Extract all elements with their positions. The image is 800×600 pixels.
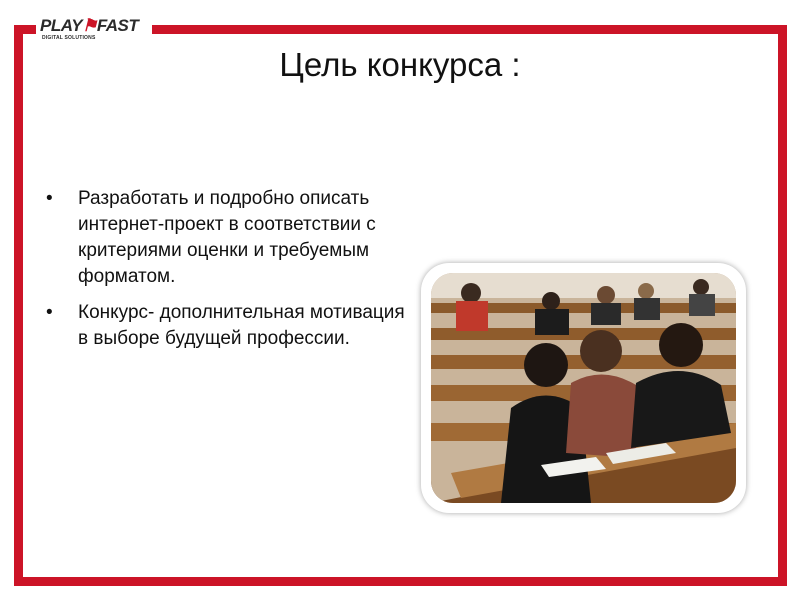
bullet-item <box>46 300 406 352</box>
logo-tagline: DIGITAL SOLUTIONS <box>42 35 96 41</box>
logo-word-fast: FAST <box>96 16 139 35</box>
logo-wordmark <box>40 17 148 35</box>
logo-flag-icon: ⚑ <box>82 16 97 35</box>
bullet-icon: • <box>46 302 53 323</box>
bullet-icon: • <box>46 188 53 209</box>
students-classroom-photo <box>431 273 736 503</box>
brand-logo <box>36 14 152 44</box>
bullet-text: Конкурс- дополнительная мотивация в выборе будущей профессии. <box>78 302 405 349</box>
bullet-item <box>46 186 406 290</box>
bullet-text: Разработать и подробно описать интернет-проект в соответствии с критериями оценки и требуемым форматом. <box>78 188 376 287</box>
photo-frame <box>421 263 746 513</box>
logo-word-play: PLAY <box>40 16 83 35</box>
photo-illustration <box>431 273 736 503</box>
bullet-list <box>46 186 406 362</box>
slide-title: Цель конкурса : <box>279 46 521 83</box>
